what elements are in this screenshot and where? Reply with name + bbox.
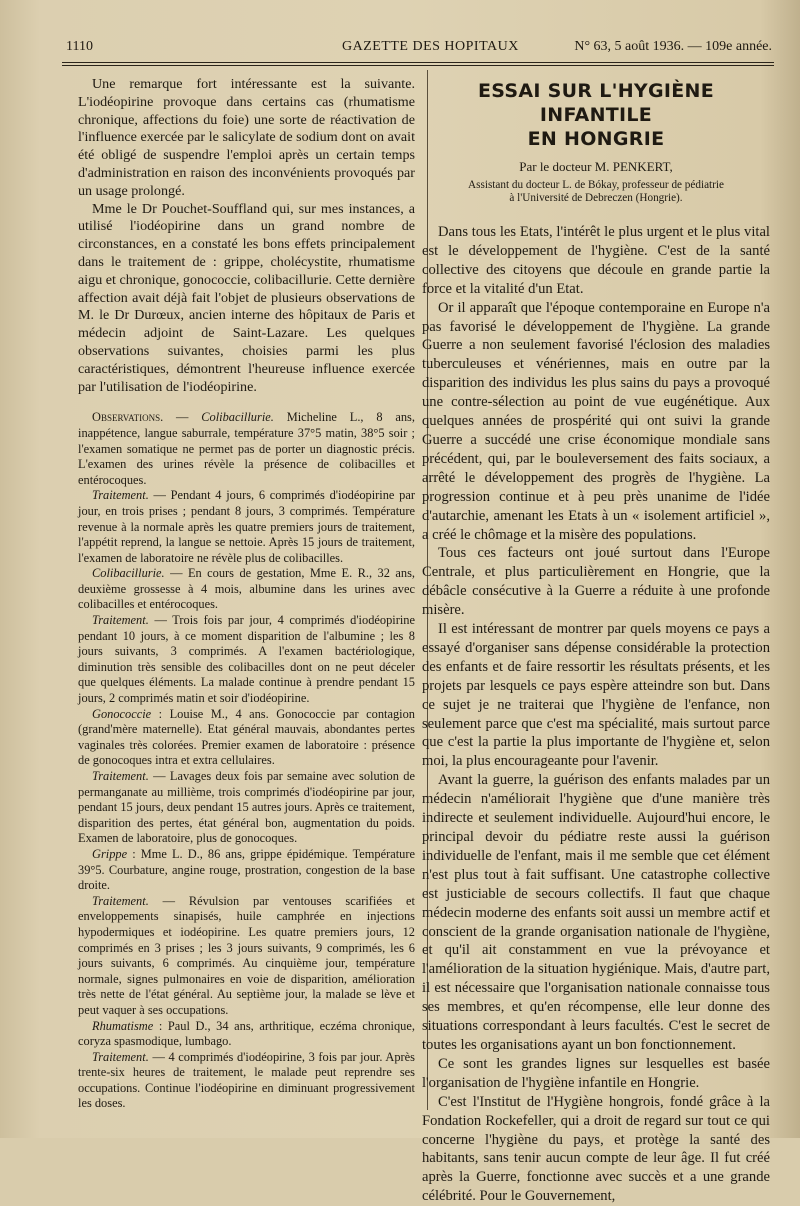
treatment-text: — Trois fois par jour, 4 comprimés d'iodéopirine pendant 10 jours, à ce moment disparition de l'albumine ; les 8 jours suivants, 3 comprimés. A l'examen bactériologique, diminution très sensible des colibacilles dont on ne peut déceler que quelques éléments. La malade continue à prendre pendant 15 jours, 2 comprimés matin et soir d'iodéopirine. [78,613,415,706]
author-affiliation [422,179,770,205]
paragraph: Une remarque fort intéressante est la suivante. L'iodéopirine provoque dans certains cas (rhumatisme chronique, affections du foie) une sorte de réactivation de l'influence exercée par le salicylate de sodium dont on avait été obligé de suspendre l'emploi après un certain temps d'administration en raison des inconvénients provoqués par un usage prolongé. [78,76,415,199]
byline [422,159,770,175]
treatment [78,769,415,847]
paragraph: Il est intéressant de montrer par quels moyens ce pays a essayé d'organiser sans dépense considérable la protection des enfants et de faire ressortir les résultats présents, et les projets par lesquels ce pays espère atteindre son but. Dans ce sujet je ne traiterai que l'hygiène de l'enfance, non seulement parce que c'est ma spécialité, mais surtout parce que c'est la partie la plus importante de l'hygiène et, selon moi, la plus encourageante pour l'avenir. [422,621,770,770]
treatment [78,894,415,1019]
paragraph: Tous ces facteurs ont joué surtout dans l'Europe Centrale, et plus particulièrement en Hongrie, que la débâcle consécutive à la Guerre a réduite à une profonde misère. [422,545,770,619]
paragraph: Or il apparaît que l'époque contemporaine en Europe n'a pas favorisé le développement de l'hygiène. La grande Guerre a non seulement favorisé l'éclosion des maladies tuberculeuses et vénériennes, mais en outre par la disparition des individus les plus sains du pays a provoqué une contre-sélection au point de vue eugénétique. Aux quelques années de prospérité qui ont suivi la grande Guerre a succédé une crise économique mondiale sans précédent, qui, par le bouleversement des faits sociaux, a arrêté le développement des progrès de l'hygiène. La progression continue et à peu près unanime de l'idée d'autarchie, amenant les Etats à un « isolement artificiel », a créé le chômage et la misère des populations. [422,299,770,543]
treatment-text: — Pendant 4 jours, 6 comprimés d'iodéopirine par jour, en trois prises ; pendant 8 jours, 3 comprimés. Température revenue à la normale après les quatre premiers jours de traitement, l'appétit reprend, la langue se nettoie. Après 15 jours de traitement, l'examen de laboratoire ne révèle plus de colibacilles. [78,488,415,565]
case-text: : Mme L. D., 86 ans, grippe épidémique. Température 39°5. Courbature, angine rouge, prostration, congestion de la base droite. [78,846,415,893]
article-title [422,79,770,151]
article-title-line: ESSAI SUR L'HYGIÈNE INFANTILE [477,80,715,126]
treatment-text: — Révulsion par ventouses scarifiées et enveloppements sinapisés, huile camphrée en injections hypodermiques et iodéopirine. Les quatre premiers jours, 12 comprimés en 3 prises ; les 3 jours suivants, 9 comprimés, les 6 jours suivants, 6 comprimés. Au cinquième jour, température normale, signes pulmonaires en voie de disparition, amélioration très nette de l'état général. Au septième jour, la malade se lève et peut vaquer à ses occupations. [78,893,415,1017]
treatment-label: Traitement. [92,893,149,908]
case-heading: Colibacillurie. [92,566,165,581]
paragraph: Ce sont les grandes lignes sur lesquelles est basée l'organisation de l'hygiène infantile en Hongrie. [422,1055,770,1091]
header-rule [62,62,774,63]
case-text: Micheline L., 8 ans, inappétence, langue saburrale, température 37°5 matin, 38°5 soir ; l'examen somatique ne permet pas de porter un diagnostic précis. L'examen des urines révèle la présence de colibacilles et entérocoques. [78,410,415,487]
case-heading: Rhumatisme [92,1018,154,1033]
observations-label: Observations. [92,410,164,425]
observation [78,707,415,769]
case-heading: Colibacillurie. [201,410,274,425]
case-text: : Paul D., 34 ans, arthritique, eczéma chronique, coryza spasmodique, lumbago. [78,1018,415,1049]
observation: Observations. — Colibacillurie. Micheline L., 8 ans, inappétence, langue saburrale, température 37°5 matin, 38°5 soir ; l'examen somatique ne permet pas de porter un diagnostic précis. L'examen des urines révèle la présence de colibacilles et entérocoques. [78,410,415,487]
paragraph: Dans tous les Etats, l'intérêt le plus urgent et le plus vital est le développement de l'hygiène. C'est de la santé collective des citoyens que découle en grande partie la force et la vitalité d'un Etat. [422,224,770,297]
treatment-label: Traitement. [92,1049,149,1064]
journal-title: GAZETTE DES HOPITAUX [342,39,519,54]
paragraph: C'est l'Institut de l'Hygiène hongrois, fondé grâce à la Fondation Rockefeller, qui a droit de regard sur tout ce qui concerne l'hygiène du pays, et protège la santé des habitants, sans tenir aucun compte de leur âge. Il fut créé après la Guerre, fonctionne avec succès et a une grande célébrité. Pour le Gouvernement, [422,1093,770,1205]
page-number: 1110 [66,39,93,54]
treatment-label: Traitement. [92,488,149,503]
treatment [78,613,415,707]
case-text: : Louise M., 4 ans. Gonococcie par contagion (grand'mère maternelle). Etat général mauvais, abondantes pertes vaginales très colorées. Premier examen de laboratoire : présence de gonocoques intra et extra cellulaires. [78,706,415,768]
byline-prefix: Par le docteur [519,159,592,174]
page-header [60,36,772,60]
header-rule-thin [62,65,774,66]
treatment-text: — Lavages deux fois par semaine avec solution de permanganate au millième, trois comprimés d'iodéopirine par jour, pendant 15 jours, deux pendant 15 autres jours. Après ce traitement, disparition des pertes, état général bon, augmentation du poids. Examen de laboratoire, plus de gonocoques. [78,769,415,846]
paragraph: Avant la guerre, la guérison des enfants malades par un médecin n'améliorait l'hygiène que d'une manière très indirecte et seulement individuelle. Aujourd'hui encore, le principal devoir du pédiatre reste aussi la guérison individuelle de l'enfant, mais il me semble que cet élément n'est plus tout à fait suffisant. Une catastrophe collective est justiciable de secours collectifs. Il faut que chaque médecin moderne des enfants soit aussi un membre actif et conscient de la grande organisation nationale de l'hygiène, et qu'il ait constamment en vue la prévoyance et l'amélioration de la situation hygiénique. Mais, d'autre part, il est nécessaire que l'organisation nationale connaisse tous ses membres, et qu'en récompense, elle leur donne des situations correspondant à leurs facultés. C'est le secret de toutes les organisations ayant un bon fonctionnement. [422,772,770,1053]
treatment-text: — 4 comprimés d'iodéopirine, 3 fois par jour. Après trente-six heures de traitement, le malade peut reprendre ses occupations. Continue l'iodéopirine en diminuant progressivement les doses. [78,1049,415,1111]
case-heading: Grippe [92,846,128,861]
observation [78,1019,415,1050]
right-column [422,76,770,1206]
left-column [78,76,415,1112]
treatment-label: Traitement. [92,769,149,783]
affiliation-line: Assistant du docteur L. de Bókay, professeur de pédiatrie [468,179,724,191]
affiliation-line: à l'Université de Debreczen (Hongrie). [509,192,683,204]
paragraph: Mme le Dr Pouchet-Souffland qui, sur mes instances, a utilisé l'iodéopirine dans un grand nombre de circonstances, en a constaté les bons effets principalement dans le traitement de : grippe, cholécystite, rhumatisme aigu et chronique, gonococcie, colibacillurie. Cette dernière affection avait déjà fait l'objet de plusieurs observations de M. le Dr Durœux, ancien interne des hôpitaux de Paris et médecin adjoint de Saint-Lazare. Les quelques observations suivantes, choisies parmi les plus caractéristiques, démontrent l'heureuse influence exercée par l'utilisation de l'iodéopirine. [78,200,415,395]
treatment [78,1050,415,1112]
issue-date: N° 63, 5 août 1936. — 109e année. [574,39,772,54]
treatment-label: Traitement. [92,613,149,628]
article-title-line: EN HONGRIE [527,128,665,150]
case-text: — En cours de gestation, Mme E. R., 32 ans, deuxième grossesse à 4 mois, albumine dans les urines avec colibacilles et entérocoques. [78,566,415,612]
author-name: M. PENKERT, [594,159,673,174]
observation [78,566,415,613]
observation [78,847,415,894]
case-heading: Gonococcie [92,706,152,721]
treatment [78,488,415,566]
